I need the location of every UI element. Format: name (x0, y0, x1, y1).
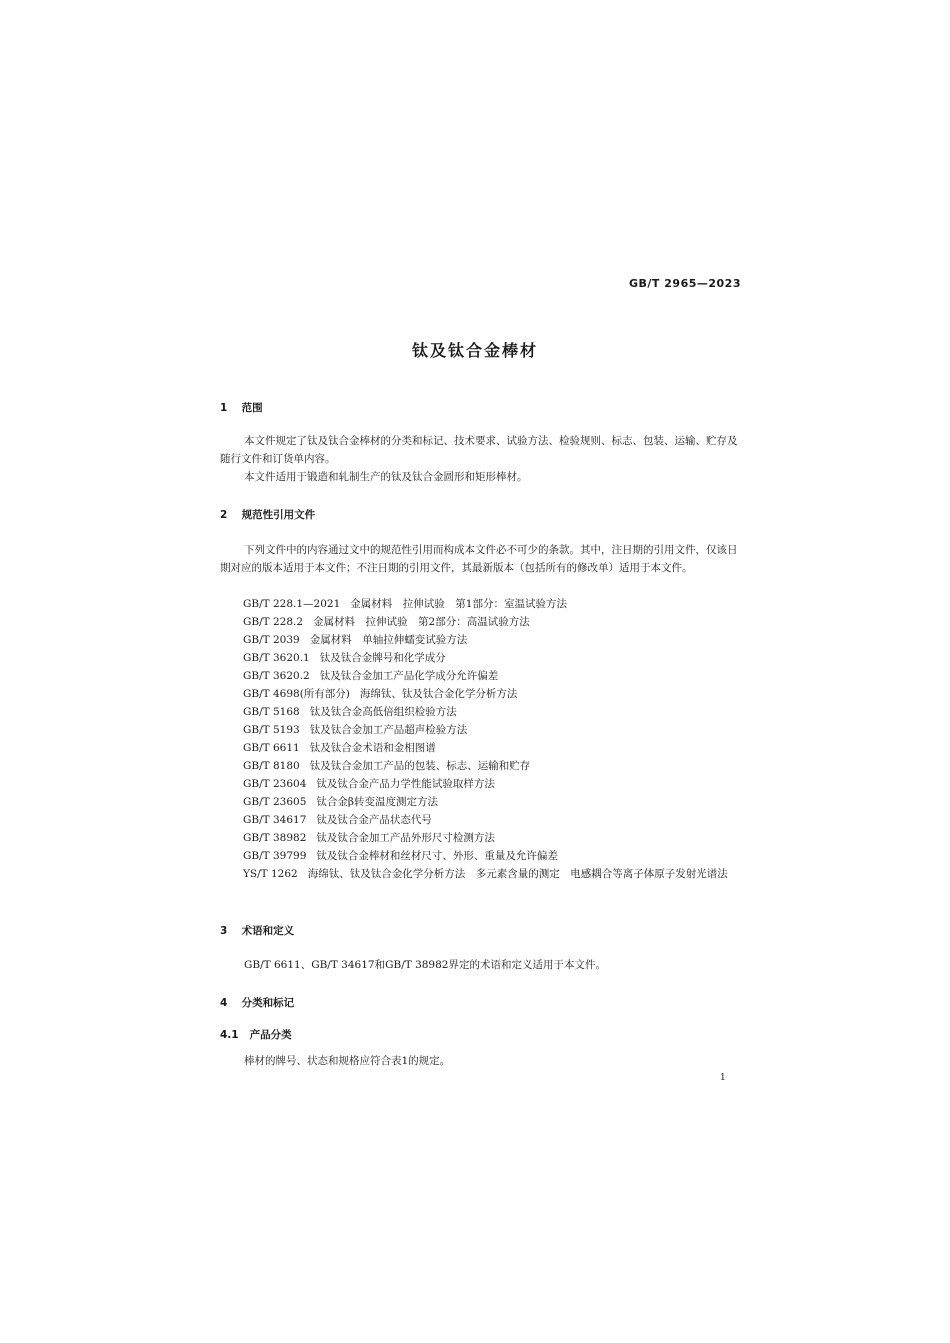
reference-item (243, 631, 743, 649)
reference-title: 金属材料 拉伸试验 第1部分：室温试验方法 (350, 598, 567, 610)
reference-id: GB/T 4698(所有部分) (243, 688, 350, 700)
section-4-heading (220, 995, 294, 1010)
reference-item (243, 775, 743, 793)
reference-item (243, 685, 743, 703)
reference-item (243, 829, 743, 847)
subsection-4-1-heading (220, 1027, 292, 1042)
reference-title: 金属材料 拉伸试验 第2部分：高温试验方法 (313, 616, 530, 628)
reference-item (243, 865, 743, 883)
reference-title: 钛及钛合金牌号和化学成分 (319, 652, 446, 664)
classification-paragraph: 棒材的牌号、状态和规格应符合表1的规定。 (244, 1055, 451, 1067)
reference-id: GB/T 6611 (243, 742, 300, 754)
reference-id: GB/T 3620.1 (243, 652, 310, 664)
scope-paragraph-1: 本文件规定了钛及钛合金棒材的分类和标记、技术要求、试验方法、检验规则、标志、包装、运输、贮存及随行文件和订货单内容。 (220, 435, 738, 465)
section-title: 术语和定义 (241, 925, 295, 937)
section-3-heading (220, 923, 294, 938)
reference-id: GB/T 5193 (243, 724, 300, 736)
section-number: 3 (220, 925, 228, 937)
reference-id: GB/T 38982 (243, 832, 307, 844)
reference-id: GB/T 228.2 (243, 616, 304, 628)
page-title: 钛及钛合金棒材 (411, 341, 538, 360)
reference-item (243, 667, 743, 685)
reference-title: 钛及钛合金棒材和丝材尺寸、外形、重量及允许偏差 (316, 850, 558, 862)
reference-title: 钛及钛合金术语和金相图谱 (309, 742, 436, 754)
reference-title: 钛合金β转变温度测定方法 (316, 796, 438, 808)
reference-item (243, 757, 743, 775)
references-intro: 下列文件中的内容通过文中的规范性引用而构成本文件必不可少的条款。其中，注日期的引用文件，仅该日期对应的版本适用于本文件；不注日期的引用文件，其最新版本（包括所有的修改单）适用于本文件。 (220, 544, 738, 574)
reference-title: 钛及钛合金加工产品超声检验方法 (309, 724, 468, 736)
scope-paragraph-2: 本文件适用于锻造和轧制生产的钛及钛合金圆形和矩形棒材。 (244, 471, 528, 483)
section-number: 1 (220, 402, 228, 414)
section-number: 2 (220, 509, 228, 521)
reference-item (243, 739, 743, 757)
section-title: 规范性引用文件 (241, 509, 316, 521)
page-number: 1 (720, 1073, 726, 1083)
section-2-heading (220, 507, 315, 522)
reference-id: GB/T 23605 (243, 796, 307, 808)
reference-id: GB/T 2039 (243, 634, 300, 646)
section-1-heading (220, 400, 263, 415)
subsection-number: 4.1 (220, 1029, 239, 1041)
subsection-title: 产品分类 (249, 1029, 292, 1041)
reference-item (243, 649, 743, 667)
reference-title: 钛及钛合金产品力学性能试验取样方法 (316, 778, 495, 790)
reference-id: YS/T 1262 (243, 868, 298, 880)
reference-item (243, 811, 743, 829)
reference-title: 钛及钛合金加工产品外形尺寸检测方法 (316, 832, 495, 844)
reference-id: GB/T 228.1—2021 (243, 598, 341, 610)
reference-id: GB/T 8180 (243, 760, 300, 772)
reference-id: GB/T 3620.2 (243, 670, 310, 682)
terms-paragraph: GB/T 6611、GB/T 34617和GB/T 38982界定的术语和定义适用于本文件。 (244, 959, 606, 971)
reference-title: 海绵钛、钛及钛合金化学分析方法 多元素含量的测定 电感耦合等离子体原子发射光谱法 (307, 868, 728, 880)
reference-item (243, 703, 743, 721)
reference-id: GB/T 5168 (243, 706, 300, 718)
reference-title: 钛及钛合金加工产品的包装、标志、运输和贮存 (309, 760, 531, 772)
reference-item (243, 793, 743, 811)
section-number: 4 (220, 997, 228, 1009)
reference-id: GB/T 39799 (243, 850, 307, 862)
reference-id: GB/T 23604 (243, 778, 307, 790)
reference-list (243, 595, 743, 883)
section-title: 分类和标记 (241, 997, 295, 1009)
reference-title: 金属材料 单轴拉伸蠕变试验方法 (309, 634, 468, 646)
reference-title: 钛及钛合金加工产品化学成分允许偏差 (319, 670, 499, 682)
reference-id: GB/T 34617 (243, 814, 307, 826)
reference-item (243, 595, 743, 613)
reference-item (243, 613, 743, 631)
reference-title: 钛及钛合金产品状态代号 (316, 814, 432, 826)
reference-item (243, 721, 743, 739)
standard-code: GB/T 2965—2023 (629, 277, 741, 290)
section-title: 范围 (241, 402, 263, 414)
reference-item (243, 847, 743, 865)
reference-title: 海绵钛、钛及钛合金化学分析方法 (359, 688, 518, 700)
reference-title: 钛及钛合金高低倍组织检验方法 (309, 706, 457, 718)
